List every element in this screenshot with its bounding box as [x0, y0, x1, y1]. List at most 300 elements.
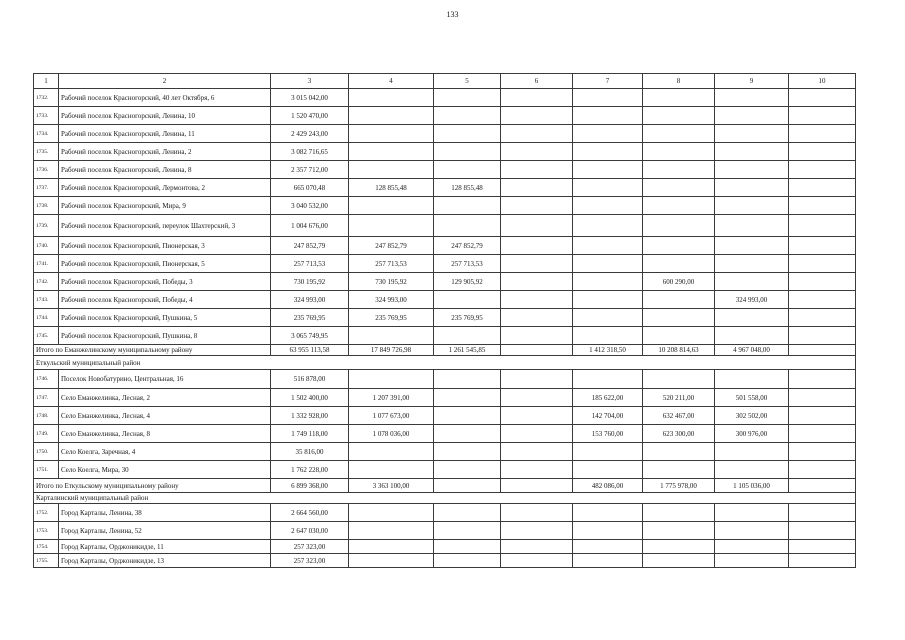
amount-cell: 665 070,48 [271, 179, 349, 197]
address-cell: Рабочий поселок Красногорский, Пушкина, 8 [59, 327, 271, 345]
amount-cell [349, 370, 434, 389]
amount-cell [573, 237, 643, 255]
address-cell: Рабочий поселок Красногорский, Ленина, 8 [59, 161, 271, 179]
amount-cell [789, 554, 856, 568]
amount-cell [715, 370, 789, 389]
subtotal-cell [501, 479, 573, 493]
subtotal-label: Итого по Еманжелинскому муниципальному району [34, 345, 271, 356]
amount-cell [643, 143, 715, 161]
row-number: 1746. [34, 370, 59, 389]
amount-cell [573, 504, 643, 522]
column-header: 6 [501, 74, 573, 89]
amount-cell [715, 107, 789, 125]
subtotal-cell: 1 105 036,00 [715, 479, 789, 493]
amount-cell [643, 125, 715, 143]
amount-cell: 257 323,00 [271, 554, 349, 568]
amount-cell [434, 327, 501, 345]
register-table [33, 73, 856, 568]
subtotal-cell [789, 479, 856, 493]
amount-cell [349, 461, 434, 479]
address-cell: Село Еманжелинка, Лесная, 4 [59, 407, 271, 425]
address-cell: Город Карталы, Орджоникидзе, 13 [59, 554, 271, 568]
address-cell: Рабочий поселок Красногорский, переулок Шахтерский, 3 [59, 215, 271, 237]
amount-cell [715, 255, 789, 273]
amount-cell: 235 769,95 [434, 309, 501, 327]
amount-cell [643, 461, 715, 479]
amount-cell: 3 065 749,95 [271, 327, 349, 345]
amount-cell [789, 309, 856, 327]
amount-cell [573, 273, 643, 291]
subtotal-cell [501, 345, 573, 356]
amount-cell [501, 425, 573, 443]
amount-cell [573, 327, 643, 345]
amount-cell: 1 004 676,00 [271, 215, 349, 237]
address-cell: Рабочий поселок Красногорский, Ленина, 11 [59, 125, 271, 143]
address-cell: Рабочий поселок Красногорский, Пионерская, 3 [59, 237, 271, 255]
table-row [34, 273, 856, 291]
amount-cell [643, 291, 715, 309]
amount-cell [349, 540, 434, 554]
amount-cell [573, 125, 643, 143]
amount-cell [349, 504, 434, 522]
address-cell: Поселок Новобатурино, Центральная, 16 [59, 370, 271, 389]
amount-cell [501, 291, 573, 309]
amount-cell: 1 520 470,00 [271, 107, 349, 125]
amount-cell [715, 161, 789, 179]
table-row [34, 522, 856, 540]
table-row [34, 215, 856, 237]
amount-cell [643, 327, 715, 345]
column-header: 3 [271, 74, 349, 89]
address-cell: Рабочий поселок Красногорский, Ленина, 10 [59, 107, 271, 125]
amount-cell [349, 197, 434, 215]
amount-cell [789, 540, 856, 554]
table-row [34, 370, 856, 389]
amount-cell: 3 040 532,00 [271, 197, 349, 215]
row-number: 1738. [34, 197, 59, 215]
amount-cell [501, 309, 573, 327]
column-header: 5 [434, 74, 501, 89]
amount-cell [643, 89, 715, 107]
amount-cell [434, 370, 501, 389]
amount-cell: 1 077 673,00 [349, 407, 434, 425]
section-heading-row [34, 356, 856, 370]
address-cell: Рабочий поселок Красногорский, Победы, 4 [59, 291, 271, 309]
amount-cell [789, 273, 856, 291]
table-row [34, 540, 856, 554]
amount-cell [434, 197, 501, 215]
amount-cell [573, 370, 643, 389]
amount-cell: 257 713,53 [434, 255, 501, 273]
amount-cell [349, 125, 434, 143]
amount-cell [643, 197, 715, 215]
row-number: 1736. [34, 161, 59, 179]
amount-cell: 257 713,53 [349, 255, 434, 273]
row-number: 1743. [34, 291, 59, 309]
amount-cell [715, 215, 789, 237]
amount-cell [501, 107, 573, 125]
amount-cell [715, 309, 789, 327]
amount-cell: 1 078 036,00 [349, 425, 434, 443]
column-header: 1 [34, 74, 59, 89]
amount-cell [573, 107, 643, 125]
amount-cell [501, 407, 573, 425]
row-number: 1739. [34, 215, 59, 237]
address-cell: Город Карталы, Ленина, 52 [59, 522, 271, 540]
amount-cell [349, 143, 434, 161]
amount-cell [789, 179, 856, 197]
table-row [34, 255, 856, 273]
amount-cell [789, 255, 856, 273]
amount-cell [573, 197, 643, 215]
amount-cell: 2 357 712,00 [271, 161, 349, 179]
amount-cell [573, 291, 643, 309]
amount-cell [789, 504, 856, 522]
address-cell: Город Карталы, Орджоникидзе, 11 [59, 540, 271, 554]
amount-cell [789, 407, 856, 425]
amount-cell [715, 179, 789, 197]
amount-cell [349, 215, 434, 237]
amount-cell [789, 522, 856, 540]
amount-cell [643, 107, 715, 125]
amount-cell [789, 327, 856, 345]
amount-cell [434, 554, 501, 568]
amount-cell [789, 125, 856, 143]
amount-cell [715, 327, 789, 345]
amount-cell: 247 852,79 [349, 237, 434, 255]
amount-cell [434, 540, 501, 554]
row-number: 1747. [34, 389, 59, 407]
amount-cell [434, 143, 501, 161]
amount-cell [573, 161, 643, 179]
amount-cell [573, 255, 643, 273]
amount-cell: 520 211,00 [643, 389, 715, 407]
amount-cell [434, 107, 501, 125]
amount-cell [349, 161, 434, 179]
amount-cell [789, 89, 856, 107]
subtotal-label: Итого по Еткульскому муниципальному району [34, 479, 271, 493]
amount-cell [643, 540, 715, 554]
amount-cell: 235 769,95 [349, 309, 434, 327]
amount-cell [643, 443, 715, 461]
amount-cell [349, 554, 434, 568]
amount-cell: 302 502,00 [715, 407, 789, 425]
subtotal-cell: 3 363 100,00 [349, 479, 434, 493]
amount-cell [715, 237, 789, 255]
amount-cell [715, 443, 789, 461]
amount-cell [434, 161, 501, 179]
column-header: 2 [59, 74, 271, 89]
subtotal-row [34, 345, 856, 356]
amount-cell: 623 300,00 [643, 425, 715, 443]
amount-cell [434, 443, 501, 461]
amount-cell: 257 323,00 [271, 540, 349, 554]
subtotal-cell: 63 955 113,58 [271, 345, 349, 356]
row-number: 1754. [34, 540, 59, 554]
amount-cell [349, 89, 434, 107]
subtotal-cell: 482 086,00 [573, 479, 643, 493]
amount-cell [643, 554, 715, 568]
amount-cell [643, 215, 715, 237]
subtotal-cell: 10 208 814,63 [643, 345, 715, 356]
amount-cell: 35 816,00 [271, 443, 349, 461]
address-cell: Село Коелга, Заречная, 4 [59, 443, 271, 461]
amount-cell [434, 291, 501, 309]
table-row [34, 197, 856, 215]
amount-cell [501, 461, 573, 479]
amount-cell [434, 461, 501, 479]
amount-cell: 129 905,92 [434, 273, 501, 291]
amount-cell [715, 461, 789, 479]
amount-cell [434, 504, 501, 522]
table-row [34, 291, 856, 309]
amount-cell [573, 309, 643, 327]
amount-cell [434, 407, 501, 425]
amount-cell: 2 429 243,00 [271, 125, 349, 143]
amount-cell [789, 291, 856, 309]
amount-cell [573, 143, 643, 161]
amount-cell [643, 522, 715, 540]
table-row [34, 107, 856, 125]
amount-cell: 300 976,00 [715, 425, 789, 443]
amount-cell [573, 179, 643, 197]
address-cell: Рабочий поселок Красногорский, Лермонтова, 2 [59, 179, 271, 197]
address-cell: Село Еманжелинка, Лесная, 2 [59, 389, 271, 407]
subtotal-cell: 6 899 368,00 [271, 479, 349, 493]
amount-cell [643, 309, 715, 327]
amount-cell: 324 993,00 [715, 291, 789, 309]
row-number: 1750. [34, 443, 59, 461]
amount-cell [715, 504, 789, 522]
row-number: 1741. [34, 255, 59, 273]
amount-cell [501, 443, 573, 461]
amount-cell [349, 443, 434, 461]
amount-cell [434, 125, 501, 143]
row-number: 1735. [34, 143, 59, 161]
address-cell: Рабочий поселок Красногорский, 40 лет Октября, 6 [59, 89, 271, 107]
row-number: 1749. [34, 425, 59, 443]
amount-cell [715, 540, 789, 554]
section-heading: Карталинский муниципальный район [34, 493, 856, 504]
amount-cell [349, 327, 434, 345]
amount-cell: 3 082 716,65 [271, 143, 349, 161]
amount-cell: 324 993,00 [271, 291, 349, 309]
amount-cell: 153 760,00 [573, 425, 643, 443]
column-header: 9 [715, 74, 789, 89]
table-row [34, 443, 856, 461]
amount-cell [501, 554, 573, 568]
subtotal-cell: 1 412 318,50 [573, 345, 643, 356]
amount-cell [789, 237, 856, 255]
amount-cell [501, 504, 573, 522]
amount-cell: 501 558,00 [715, 389, 789, 407]
amount-cell [501, 143, 573, 161]
table-row [34, 407, 856, 425]
amount-cell [715, 273, 789, 291]
amount-cell: 247 852,79 [434, 237, 501, 255]
subtotal-row [34, 479, 856, 493]
row-number: 1742. [34, 273, 59, 291]
table-row [34, 554, 856, 568]
column-header: 10 [789, 74, 856, 89]
address-cell: Город Карталы, Ленина, 38 [59, 504, 271, 522]
amount-cell [789, 425, 856, 443]
row-number: 1752. [34, 504, 59, 522]
section-heading-row [34, 493, 856, 504]
subtotal-cell: 17 849 726,98 [349, 345, 434, 356]
address-cell: Рабочий поселок Красногорский, Пушкина, 5 [59, 309, 271, 327]
subtotal-cell [789, 345, 856, 356]
amount-cell [501, 370, 573, 389]
amount-cell [501, 215, 573, 237]
row-number: 1740. [34, 237, 59, 255]
address-cell: Село Еманжелинка, Лесная, 8 [59, 425, 271, 443]
column-header: 8 [643, 74, 715, 89]
section-heading: Еткульский муниципальный район [34, 356, 856, 370]
amount-cell [643, 179, 715, 197]
amount-cell: 247 852,79 [271, 237, 349, 255]
row-number: 1748. [34, 407, 59, 425]
amount-cell [789, 215, 856, 237]
amount-cell [573, 554, 643, 568]
amount-cell [501, 327, 573, 345]
amount-cell [789, 370, 856, 389]
amount-cell [715, 89, 789, 107]
row-number: 1753. [34, 522, 59, 540]
amount-cell [434, 215, 501, 237]
address-cell: Рабочий поселок Красногорский, Победы, 3 [59, 273, 271, 291]
address-cell: Рабочий поселок Красногорский, Мира, 9 [59, 197, 271, 215]
amount-cell [573, 215, 643, 237]
amount-cell [789, 107, 856, 125]
amount-cell: 128 855,48 [349, 179, 434, 197]
table-row [34, 309, 856, 327]
column-header: 4 [349, 74, 434, 89]
amount-cell [501, 179, 573, 197]
amount-cell [643, 161, 715, 179]
amount-cell: 3 015 042,00 [271, 89, 349, 107]
amount-cell [573, 540, 643, 554]
amount-cell [715, 197, 789, 215]
table-row [34, 389, 856, 407]
row-number: 1745. [34, 327, 59, 345]
amount-cell [501, 89, 573, 107]
column-number-header [34, 74, 856, 89]
amount-cell: 257 713,53 [271, 255, 349, 273]
row-number: 1733. [34, 107, 59, 125]
amount-cell: 2 664 560,00 [271, 504, 349, 522]
amount-cell [501, 161, 573, 179]
amount-cell [434, 425, 501, 443]
amount-cell [715, 554, 789, 568]
amount-cell: 600 290,00 [643, 273, 715, 291]
amount-cell [643, 370, 715, 389]
table-row [34, 161, 856, 179]
amount-cell [715, 125, 789, 143]
amount-cell: 1 332 928,00 [271, 407, 349, 425]
page-number: 133 [446, 10, 459, 19]
table-row [34, 461, 856, 479]
amount-cell [789, 143, 856, 161]
amount-cell [501, 197, 573, 215]
amount-cell [434, 522, 501, 540]
amount-cell [715, 143, 789, 161]
row-number: 1755. [34, 554, 59, 568]
column-header: 7 [573, 74, 643, 89]
amount-cell [789, 389, 856, 407]
amount-cell [501, 125, 573, 143]
amount-cell [501, 522, 573, 540]
amount-cell: 1 207 391,00 [349, 389, 434, 407]
table-row [34, 327, 856, 345]
amount-cell [573, 443, 643, 461]
amount-cell [789, 197, 856, 215]
amount-cell [573, 522, 643, 540]
subtotal-cell [434, 479, 501, 493]
subtotal-cell: 1 775 978,00 [643, 479, 715, 493]
row-number: 1744. [34, 309, 59, 327]
amount-cell: 235 769,95 [271, 309, 349, 327]
table-row [34, 425, 856, 443]
amount-cell [501, 273, 573, 291]
amount-cell [434, 389, 501, 407]
amount-cell: 1 749 118,00 [271, 425, 349, 443]
amount-cell [501, 540, 573, 554]
subtotal-cell: 1 261 545,85 [434, 345, 501, 356]
amount-cell: 185 622,00 [573, 389, 643, 407]
amount-cell: 2 647 030,00 [271, 522, 349, 540]
amount-cell [643, 504, 715, 522]
amount-cell [789, 461, 856, 479]
amount-cell [349, 522, 434, 540]
table-row [34, 237, 856, 255]
amount-cell [573, 461, 643, 479]
amount-cell [789, 161, 856, 179]
amount-cell [501, 389, 573, 407]
address-cell: Рабочий поселок Красногорский, Пионерская, 5 [59, 255, 271, 273]
amount-cell: 516 878,00 [271, 370, 349, 389]
amount-cell [501, 237, 573, 255]
amount-cell [643, 237, 715, 255]
row-number: 1751. [34, 461, 59, 479]
amount-cell: 142 704,00 [573, 407, 643, 425]
subtotal-cell: 4 967 048,00 [715, 345, 789, 356]
amount-cell: 1 762 228,00 [271, 461, 349, 479]
table-row [34, 125, 856, 143]
address-cell: Рабочий поселок Красногорский, Ленина, 2 [59, 143, 271, 161]
amount-cell: 632 467,00 [643, 407, 715, 425]
amount-cell [501, 255, 573, 273]
amount-cell [643, 255, 715, 273]
amount-cell [715, 522, 789, 540]
amount-cell [434, 89, 501, 107]
amount-cell: 128 855,48 [434, 179, 501, 197]
table-row [34, 179, 856, 197]
amount-cell [349, 107, 434, 125]
amount-cell: 324 993,00 [349, 291, 434, 309]
amount-cell: 730 195,92 [271, 273, 349, 291]
table-row [34, 504, 856, 522]
row-number: 1734. [34, 125, 59, 143]
amount-cell [789, 443, 856, 461]
table-row [34, 89, 856, 107]
amount-cell: 1 502 400,00 [271, 389, 349, 407]
row-number: 1732. [34, 89, 59, 107]
amount-cell [573, 89, 643, 107]
row-number: 1737. [34, 179, 59, 197]
table-row [34, 143, 856, 161]
amount-cell: 730 195,92 [349, 273, 434, 291]
